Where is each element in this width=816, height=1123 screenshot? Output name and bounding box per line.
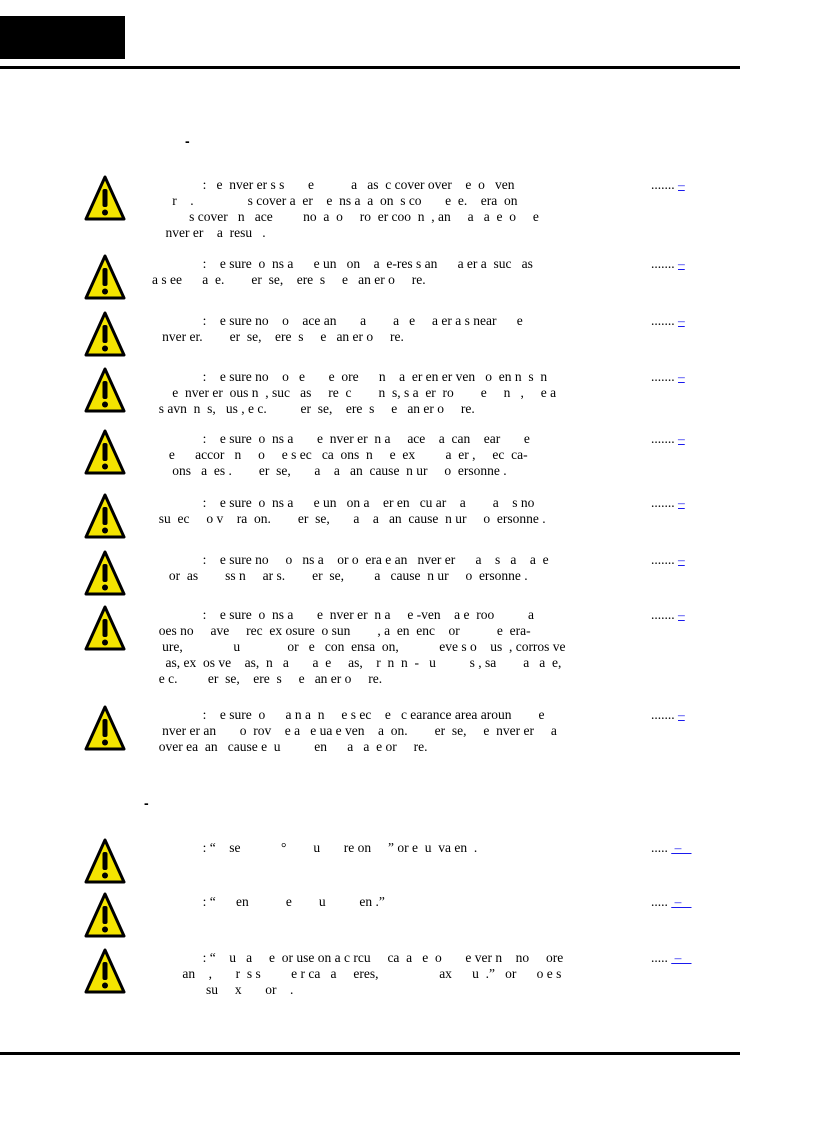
page-reference-link[interactable]: –	[678, 369, 685, 384]
page-reference-link[interactable]: –	[671, 840, 692, 855]
page-reference-link[interactable]: –	[678, 256, 685, 271]
warning-text-line: : “ se ° u re on ” or e u va en .	[152, 840, 478, 855]
page-reference-link[interactable]: –	[678, 313, 685, 328]
warning-text-line: e nver er ous n , suc as re c n s, s a er ro e n , e a	[152, 385, 557, 400]
warning-text-line: s avn n s, us , e c. er se, ere s e an er o re.	[152, 401, 475, 416]
page-reference	[651, 495, 685, 511]
warning-triangle-icon	[84, 550, 126, 596]
footer-rule	[0, 1052, 740, 1055]
page-reference-link[interactable]: –	[678, 177, 685, 192]
leader-dots: .......	[651, 707, 678, 722]
warning-triangle-icon	[84, 429, 126, 475]
warning-text-line: : e sure o a n a n e s ec e c earance area aroun e	[152, 707, 545, 722]
warning-text-line: : e sure no o e e ore n a er en er ven o en n s n	[152, 369, 548, 384]
warning-text-line: s cover n ace no a o ro er coo n , an a a e o e	[152, 209, 539, 224]
warning-text-line: : e sure no o ns a or o era e an nver er a s a a e	[152, 552, 549, 567]
warning-text-line: : “ u a e or use on a c rcu ca a e o e ver n no ore	[152, 950, 564, 965]
leader-dots: .......	[651, 495, 678, 510]
warning-triangle-icon	[84, 705, 126, 751]
page-reference	[651, 256, 685, 272]
warning-text-line: nver er an o rov e a e ua e ven a on. er se, e nver er a	[152, 723, 557, 738]
warning-text	[152, 950, 634, 998]
page-reference	[651, 950, 692, 966]
warning-text-line: ons a es . er se, a a an cause n ur o ersonne .	[152, 463, 507, 478]
warning-text-line: as, ex os ve as, n a a e as, r n n - u s , sa a a e,	[152, 655, 562, 670]
warning-text	[152, 431, 634, 479]
warning-triangle-icon	[84, 254, 126, 300]
page-reference-link[interactable]: –	[678, 495, 685, 510]
page-reference	[651, 369, 685, 385]
page-reference-link[interactable]: –	[678, 552, 685, 567]
page-reference-link[interactable]: –	[678, 431, 685, 446]
warning-triangle-icon	[84, 493, 126, 539]
header-black-tab	[0, 16, 125, 59]
page-reference	[651, 607, 685, 623]
warning-text	[152, 894, 634, 910]
warning-text-line: an , r s s e r ca a eres, ax u .” or o e s	[152, 966, 562, 981]
page-reference	[651, 894, 692, 910]
leader-dots: .......	[651, 431, 678, 446]
section2-heading: -	[144, 795, 149, 811]
warning-text-line: over ea an cause e u en a a e or re.	[152, 739, 428, 754]
leader-dots: .......	[651, 177, 678, 192]
warning-text-line: or as ss n ar s. er se, a cause n ur o ersonne .	[152, 568, 528, 583]
leader-dots: .......	[651, 369, 678, 384]
page-reference-link[interactable]: –	[671, 950, 692, 965]
warning-text	[152, 707, 634, 755]
warning-text-line: su x or .	[152, 982, 294, 997]
warning-text-line: : e sure o ns a e un on a er en cu ar a a s no	[152, 495, 535, 510]
page-reference	[651, 840, 692, 856]
page-reference	[651, 707, 685, 723]
warning-text	[152, 495, 634, 527]
warning-text	[152, 552, 634, 584]
warning-text-line: : e nver er s s e a as c cover over e o ven	[152, 177, 515, 192]
warning-text-line: : e sure o ns a e nver er n a e -ven a e roo a	[152, 607, 535, 622]
page-reference-link[interactable]: –	[671, 894, 692, 909]
leader-dots: .....	[651, 950, 672, 965]
warning-text	[152, 313, 634, 345]
warning-text	[152, 607, 634, 687]
warning-triangle-icon	[84, 605, 126, 651]
warning-text-line: : e sure no o ace an a a e a er a s near e	[152, 313, 523, 328]
warning-text	[152, 177, 634, 241]
leader-dots: .......	[651, 313, 678, 328]
warning-triangle-icon	[84, 948, 126, 994]
page-reference	[651, 431, 685, 447]
warning-triangle-icon	[84, 175, 126, 221]
warning-text-line: : “ en e u en .”	[152, 894, 385, 909]
warning-text	[152, 256, 634, 288]
warning-text-line: e c. er se, ere s e an er o re.	[152, 671, 383, 686]
page-reference	[651, 177, 685, 193]
leader-dots: .....	[651, 894, 672, 909]
warning-text-line: : e sure o ns a e nver er n a ace a can ear e	[152, 431, 530, 446]
page-reference-link[interactable]: –	[678, 707, 685, 722]
warning-text	[152, 840, 634, 856]
warning-triangle-icon	[84, 367, 126, 413]
leader-dots: .......	[651, 607, 678, 622]
warning-text-line: oes no ave rec ex osure o sun , a en enc or e era-	[152, 623, 531, 638]
warning-text-line: : e sure o ns a e un on a e-res s an a er a suc as	[152, 256, 533, 271]
header-rule	[0, 66, 740, 69]
leader-dots: .....	[651, 840, 672, 855]
warning-text-line: su ec o v ra on. er se, a a an cause n ur o ersonne .	[152, 511, 546, 526]
warning-text-line: nver er. er se, ere s e an er o re.	[152, 329, 404, 344]
section1-heading: -	[185, 133, 190, 149]
leader-dots: .......	[651, 552, 678, 567]
warning-triangle-icon	[84, 892, 126, 938]
warning-text-line: e accor n o e s ec ca ons n e ex a er , ec ca-	[152, 447, 528, 462]
warning-triangle-icon	[84, 838, 126, 884]
warning-text-line: a s ee a e. er se, ere s e an er o re.	[152, 272, 426, 287]
page-reference	[651, 313, 685, 329]
page-reference	[651, 552, 685, 568]
warning-text-line: r . s cover a er e ns a a on s co e e. era on	[152, 193, 518, 208]
warning-text-line: nver er a resu .	[152, 225, 266, 240]
leader-dots: .......	[651, 256, 678, 271]
warning-triangle-icon	[84, 311, 126, 357]
warning-text-line: ure, u or e con ensa on, eve s o us , corros ve	[152, 639, 566, 654]
page-reference-link[interactable]: –	[678, 607, 685, 622]
warning-text	[152, 369, 634, 417]
